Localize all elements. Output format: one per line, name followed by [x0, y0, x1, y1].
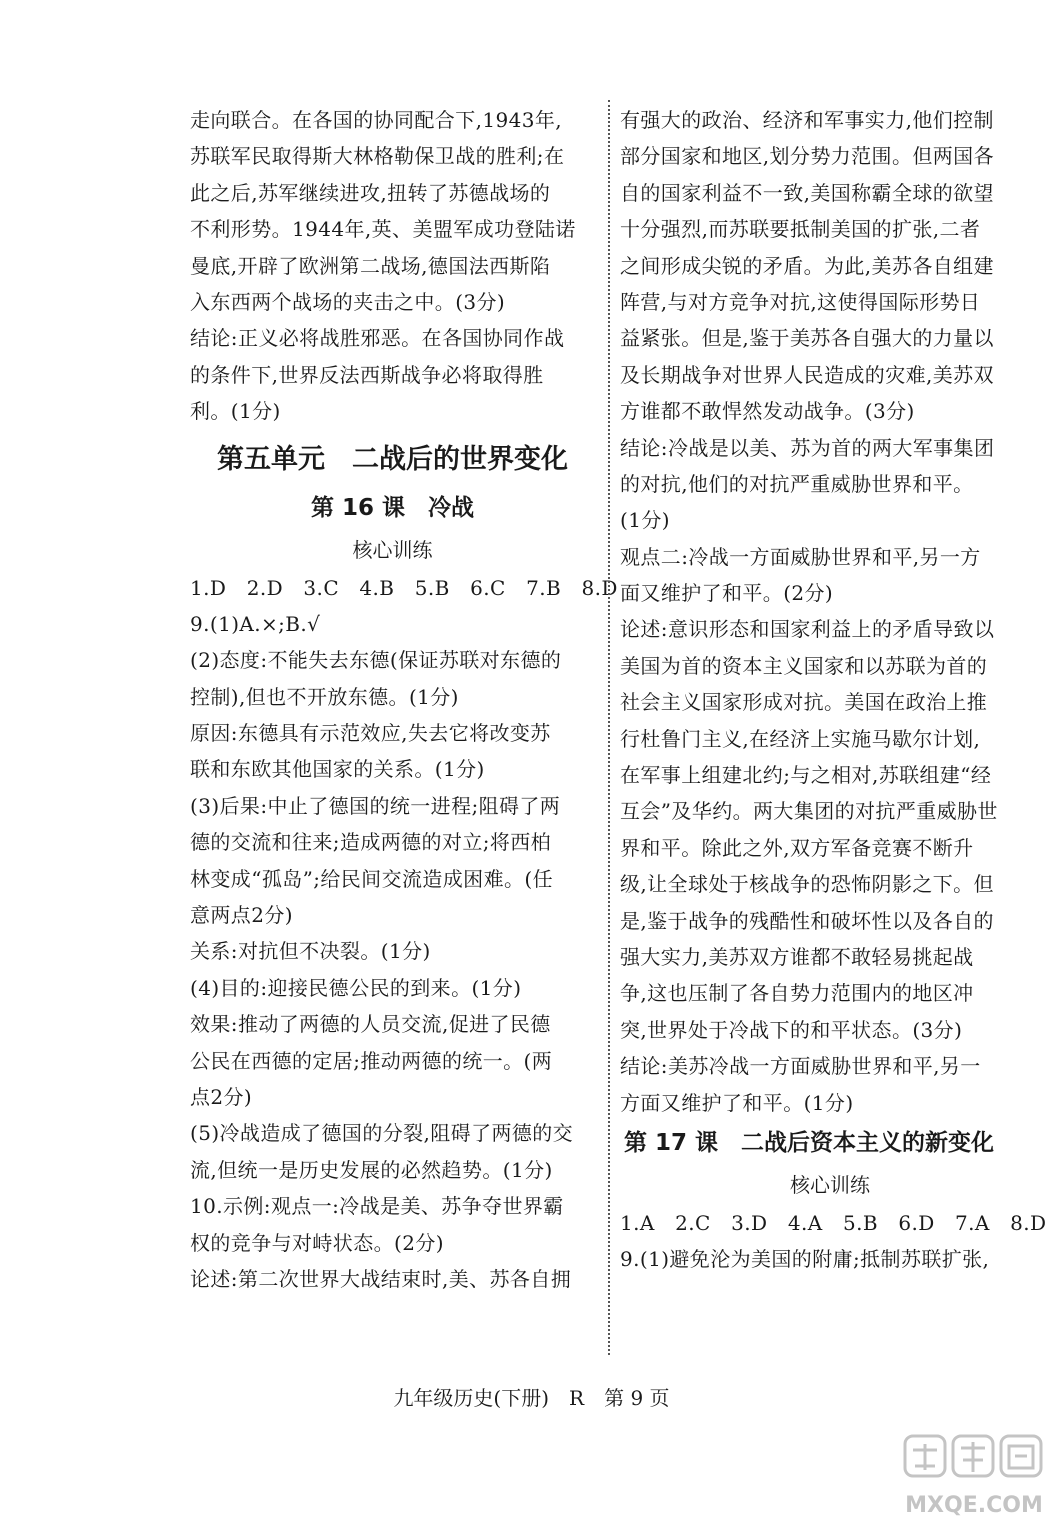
training-title: 核心训练	[790, 1172, 870, 1197]
text-line: 争,这也压制了各自势力范围内的地区冲	[620, 981, 974, 1006]
text-line: (2)态度:不能失去东德(保证苏联对东德的	[190, 648, 562, 673]
text-line: 苏联军民取得斯大林格勒保卫战的胜利;在	[190, 144, 565, 169]
text-line: 社会主义国家形成对抗。美国在政治上推	[620, 690, 988, 715]
text-line: 之间形成尖锐的矛盾。为此,美苏各自组建	[620, 253, 994, 278]
text-line: 走向联合。在各国的协同配合下,1943年,	[190, 108, 563, 132]
left-lines-bottom	[190, 570, 618, 1298]
text-line: 及长期战争对世界人民造成的灾难,美苏双	[620, 362, 994, 387]
text-line: 此之后,苏军继续进攻,扭转了苏德战场的	[190, 180, 551, 205]
text-line: 流,但统一是历史发展的必然趋势。(1分)	[190, 1157, 553, 1182]
text-line: 行杜鲁门主义,在经济上实施马歇尔计划,	[620, 726, 981, 751]
lesson-title: 第 17 课 二战后资本主义的新变化	[624, 1129, 995, 1156]
text-line: (1分)	[620, 508, 670, 533]
text-line: 面又维护了和平。(2分)	[620, 581, 834, 606]
text-line: 互会”及华约。两大集团的对抗严重威胁世	[620, 799, 998, 824]
text-line: (5)冷战造成了德国的分裂,阻碍了两德的交	[190, 1121, 574, 1146]
right-lines-bottom	[620, 1205, 1047, 1278]
training-title: 核心训练	[352, 537, 433, 562]
text-line: 结论:正义必将战胜邪恶。在各国协同作战	[190, 326, 565, 351]
text-line: 入东西两个战场的夹击之中。(3分)	[190, 289, 506, 314]
text-line: 美国为首的资本主义国家和以苏联为首的	[620, 653, 988, 678]
text-line: 10.示例:观点一:冷战是美、苏争夺世界霸	[190, 1194, 564, 1219]
text-line: (4)目的:迎接民德公民的到来。(1分)	[190, 975, 522, 1000]
text-line: 十分强烈,而苏联要抵制美国的扩张,二者	[620, 217, 981, 242]
text-line: 联和东欧其他国家的关系。(1分)	[190, 757, 485, 782]
right-lines-top	[620, 102, 1040, 1121]
text-line: 不利形势。1944年,英、美盟军成功登陆诺	[190, 217, 576, 242]
text-line: 结论:美苏冷战一方面威胁世界和平,另一	[620, 1054, 981, 1079]
text-line: 有强大的政治、经济和军事实力,他们控制	[620, 108, 994, 132]
text-line: 原因:东德具有示范效应,失去它将改变苏	[190, 721, 551, 746]
text-line: 德的交流和往来;造成两德的对立;将西柏	[190, 830, 552, 855]
text-line: 观点二:冷战一方面威胁世界和平,另一方	[620, 544, 981, 569]
text-line: 公民在西德的定居;推动两德的统一。(两	[190, 1048, 553, 1073]
text-line: 控制),但也不开放东德。(1分)	[190, 684, 459, 709]
text-line: 权的竞争与对峙状态。(2分)	[190, 1230, 444, 1255]
text-line: 阵营,与对方竞争对抗,这使得国际形势日	[620, 289, 981, 314]
lesson-title: 第 16 课 冷战	[310, 494, 475, 521]
text-line: 1.A 2.C 3.D 4.A 5.B 6.D 7.A 8.D	[620, 1210, 1047, 1235]
text-line: 是,鉴于战争的残酷性和破坏性以及各自的	[620, 908, 994, 933]
page-footer: 九年级历史(下册) R 第 9 页	[393, 1386, 670, 1410]
text-line: 论述:第二次世界大战结束时,美、苏各自拥	[190, 1266, 572, 1291]
text-line: 1.D 2.D 3.C 4.B 5.B 6.C 7.B 8.D	[190, 575, 618, 600]
text-line: 部分国家和地区,划分势力范围。但两国各	[620, 144, 994, 169]
text-line: 自的国家利益不一致,美国称霸全球的欲望	[620, 180, 994, 205]
text-line: 方面又维护了和平。(1分)	[620, 1090, 854, 1115]
text-line: 结论:冷战是以美、苏为首的两大军事集团	[620, 435, 995, 460]
column-divider	[608, 100, 610, 1355]
text-line: 利。(1分)	[190, 399, 281, 424]
text-line: 突,世界处于冷战下的和平状态。(3分)	[620, 1017, 963, 1042]
watermark-logo	[899, 1428, 1049, 1524]
text-line: 的对抗,他们的对抗严重威胁世界和平。	[620, 471, 974, 496]
text-line: 效果:推动了两德的人员交流,促进了民德	[190, 1012, 551, 1037]
text-line: 论述:意识形态和国家利益上的矛盾导致以	[620, 617, 995, 642]
svg-text:MXQE.COM: MXQE.COM	[905, 1493, 1043, 1518]
right-column	[620, 102, 1047, 1278]
text-line: 级,让全球处于核战争的恐怖阴影之下。但	[620, 872, 994, 897]
text-line: 9.(1)A.×;B.√	[190, 611, 321, 636]
text-line: 在军事上组建北约;与之相对,苏联组建“经	[620, 763, 992, 788]
left-lines-top	[190, 102, 595, 430]
unit-title: 第五单元 二战后的世界变化	[217, 443, 568, 475]
left-column	[190, 102, 618, 1297]
text-line: 曼底,开辟了欧洲第二战场,德国法西斯陷	[190, 253, 551, 278]
text-line: 强大实力,美苏双方谁都不敢轻易挑起战	[620, 944, 974, 969]
text-line: 的条件下,世界反法西斯战争必将取得胜	[190, 362, 544, 387]
text-line: 益紧张。但是,鉴于美苏各自强大的力量以	[620, 326, 994, 351]
text-line: 点2分)	[190, 1084, 253, 1109]
text-line: 界和平。除此之外,双方军备竞赛不断升	[620, 835, 974, 860]
text-line: 意两点2分)	[190, 903, 293, 928]
text-line: 方谁都不敢悍然发动战争。(3分)	[620, 399, 915, 424]
text-line: (3)后果:中止了德国的统一进程;阻碍了两	[190, 793, 561, 818]
text-line: 9.(1)避免沦为美国的附庸;抵制苏联扩张,	[620, 1247, 990, 1272]
text-line: 关系:对抗但不决裂。(1分)	[190, 939, 431, 964]
text-line: 林变成“孤岛”;给民间交流造成困难。(任	[190, 866, 553, 891]
